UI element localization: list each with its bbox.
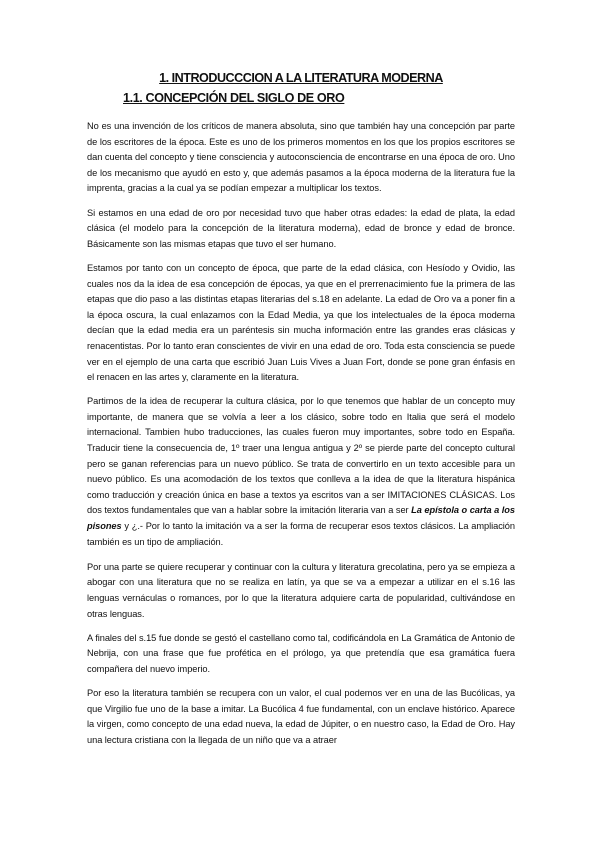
section-title: 1. INTRODUCCCION A LA LITERATURA MODERNA	[159, 71, 443, 85]
paragraph-4-emphasis: La epístola o carta a los pisones	[87, 505, 515, 532]
paragraph-5: Por una parte se quiere recuperar y continuar con la cultura y literatura grecolatina, pero ya se empieza a abogar con una literatura que no se realiza en latín, ya que se va a empezar a utilizar en el s.16 las lenguas vernáculas o romances, por lo que la literatura adquiere carta de popularidad, cultivándose en otras lenguas.	[87, 561, 515, 619]
paragraph-1: No es una invención de los críticos de manera absoluta, sino que también hay una concepción par parte de los escritores de la época. Este es uno de los primeros momentos en los que los propios escritores se dan cuenta del concepto y tiene consciencia y autoconsciencia de encontrarse en una época de oro. Uno de los mecanismo que ayudó en esto y, que además pasamos a la época moderna de la literatura fue la imprenta, gracias a la cual ya se podían empezar a multiplicar los textos.	[87, 121, 515, 194]
paragraph-3: Estamos por tanto con un concepto de época, que parte de la edad clásica, con Hesíodo y Ovidio, las cuales nos da la idea de esa concepción de épocas, ya que en el prerrenacimiento fue la primera de las etapas que dio paso a las distintas etapas literarias del s.18 en adelante. La edad de Oro va a poner fin a la época oscura, la cual enlazamos con la Edad Media, ya que los intelectuales de la época moderna decían que la edad media era un paréntesis sin mucha información entre las grandes eras clásicas y renacentistas. Por lo tanto eran conscientes de vivir en una edad de oro. Toda esta consciencia se puede ver en el ejemplo de una carta que escribió Juan Luis Vives a Juan Fort, donde se pone gran énfasis en el renacen en las artes y, claramente en la literatura.	[87, 262, 515, 383]
paragraph-7: Por eso la literatura también se recupera con un valor, el cual podemos ver en una de las Bucólicas, ya que Virgilio fue uno de la base a imitar. La Bucólica 4 fue fundamental, con un enclave histórico. Aparece la virgen, como concepto de una edad nueva, la edad de Júpiter, o en nuestro caso, la Edad de Oro. Hay una lectura cristiana con la llegada de un niño que va a atraer	[87, 688, 515, 745]
document-page	[87, 70, 515, 757]
paragraph-6: A finales del s.15 fue donde se gestó el castellano como tal, codificándola en La Gramática de Antonio de Nebrija, con una frase que fue profética en el prólogo, ya que pretendía que esa gramática fuera compañera del nuevo imperio.	[87, 632, 515, 674]
paragraph-4-text-after: y ¿.- Por lo tanto la imitación va a ser la forma de recuperar esos textos clásicos. La ampliación también es un tipo de ampliación.	[87, 521, 515, 547]
paragraph-4-text-before: Partimos de la idea de recuperar la cultura clásica, por lo que tenemos que hablar de un concepto muy importante, de manera que se volvía a leer a los clásico, sobre todo en Italia que será el modelo internacional. Tambien hubo traducciones, las cuales fueron muy importantes, sobre todo en España. Traducir tiene la consecuencia de, 1º traer una lengua antigua y 2º se pierde parte del concepto cultural pero se ganan referencias para un nuevo público. Se trata de convertirlo en un texto accesible para un nuevo público. Es una acomodación de los textos que conlleva a la idea de que la literatura hispánica como traducción y creación única en base a textos ya escritos van a ser IMITACIONES CLÁSICAS. Los dos textos fundamentales que van a hablar sobre la imitación literaria van a ser	[87, 396, 515, 516]
paragraph-4	[87, 394, 515, 550]
subsection-title: 1.1. CONCEPCIÓN DEL SIGLO DE ORO	[123, 91, 345, 105]
paragraph-2: Si estamos en una edad de oro por necesidad tuvo que haber otras edades: la edad de plata, la edad clásica (el modelo para la concepción de la literatura moderna), edad de bronce y edad de bronce. Básicamente son las mismas etapas que tuvo el ser humano.	[87, 207, 515, 249]
